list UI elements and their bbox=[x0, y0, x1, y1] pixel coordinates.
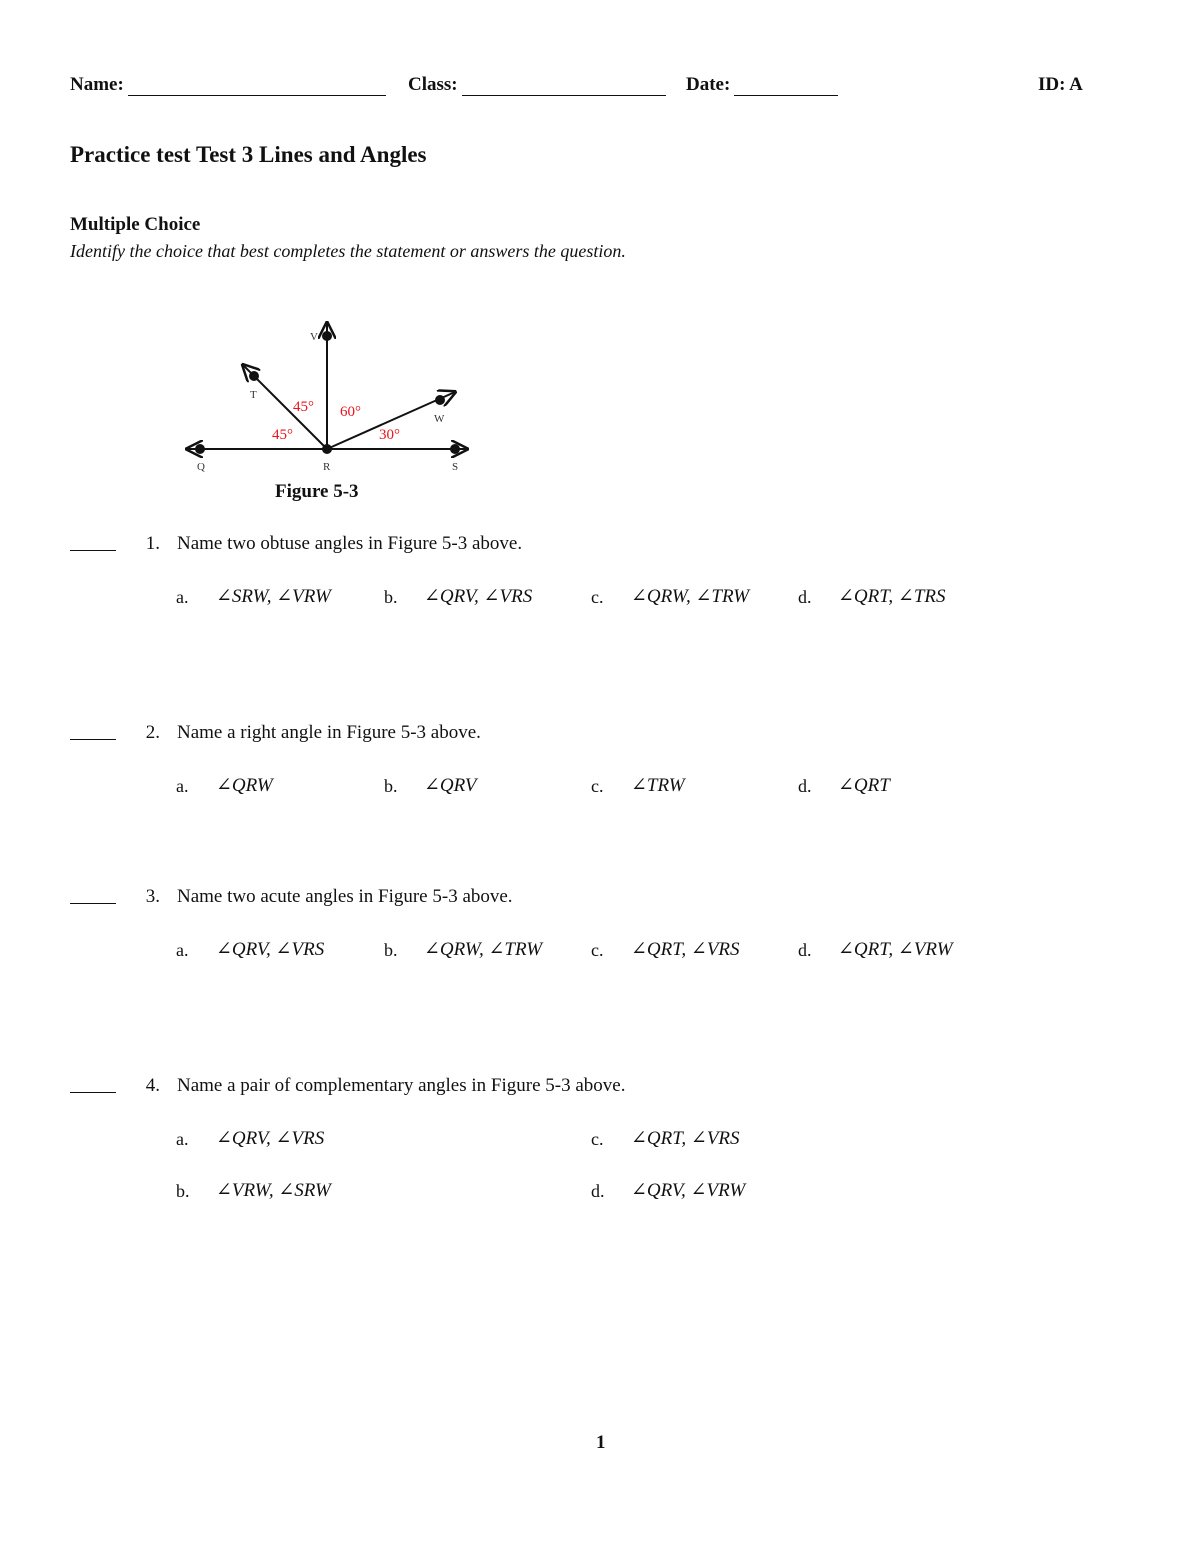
option-text[interactable]: ∠VRW, ∠SRW bbox=[216, 1180, 331, 1201]
angle-label-vrw: 60° bbox=[340, 404, 361, 420]
option-letter: b. bbox=[384, 940, 398, 960]
question-number: 4. bbox=[145, 1075, 160, 1096]
option-letter: c. bbox=[591, 776, 604, 796]
question-number: 2. bbox=[145, 722, 160, 743]
option-letter: a. bbox=[176, 776, 189, 796]
option-text[interactable]: ∠QRW bbox=[216, 775, 273, 796]
id-label: ID: A bbox=[1038, 74, 1083, 95]
option-letter: d. bbox=[591, 1181, 605, 1201]
option-text[interactable]: ∠QRT, ∠VRS bbox=[631, 1128, 740, 1149]
question-text: Name a pair of complementary angles in Figure 5-3 above. bbox=[177, 1075, 626, 1096]
page-title: Practice test Test 3 Lines and Angles bbox=[70, 142, 427, 167]
option-text[interactable]: ∠QRV, ∠VRS bbox=[216, 1128, 325, 1149]
option-letter: d. bbox=[798, 776, 812, 796]
answer-blank-3[interactable] bbox=[70, 903, 116, 904]
option-letter: b. bbox=[384, 776, 398, 796]
point-s bbox=[450, 444, 460, 454]
page-number: 1 bbox=[596, 1432, 606, 1453]
option-text[interactable]: ∠QRV bbox=[424, 775, 477, 796]
class-label: Class: bbox=[408, 74, 458, 95]
question-text: Name two obtuse angles in Figure 5-3 above. bbox=[177, 533, 523, 554]
point-q bbox=[195, 444, 205, 454]
option-letter: a. bbox=[176, 587, 189, 607]
option-text[interactable]: ∠QRV, ∠VRS bbox=[424, 586, 533, 607]
option-text[interactable]: ∠TRW bbox=[631, 775, 685, 796]
option-text[interactable]: ∠SRW, ∠VRW bbox=[216, 586, 331, 607]
angle-label-wrs: 30° bbox=[379, 427, 400, 443]
point-r bbox=[322, 444, 332, 454]
name-label: Name: bbox=[70, 74, 124, 95]
angle-label-trv: 45° bbox=[293, 399, 314, 415]
date-label: Date: bbox=[686, 74, 731, 95]
label-t: T bbox=[250, 389, 257, 401]
question-number: 3. bbox=[145, 886, 160, 907]
section-heading: Multiple Choice bbox=[70, 214, 201, 235]
label-w: W bbox=[434, 413, 445, 425]
label-s: S bbox=[452, 461, 459, 473]
label-r: R bbox=[323, 461, 331, 473]
question-number: 1. bbox=[145, 533, 160, 554]
option-letter: c. bbox=[591, 940, 604, 960]
label-v: V bbox=[310, 331, 318, 343]
option-text[interactable]: ∠QRT, ∠VRW bbox=[838, 939, 953, 960]
option-letter: a. bbox=[176, 940, 189, 960]
option-text[interactable]: ∠QRV, ∠VRW bbox=[631, 1180, 746, 1201]
option-letter: c. bbox=[591, 587, 604, 607]
point-v bbox=[322, 331, 332, 341]
section-instructions: Identify the choice that best completes the statement or answers the question. bbox=[70, 241, 626, 261]
question-text: Name a right angle in Figure 5-3 above. bbox=[177, 722, 481, 743]
point-t bbox=[249, 371, 259, 381]
answer-blank-4[interactable] bbox=[70, 1092, 116, 1093]
option-text[interactable]: ∠QRW, ∠TRW bbox=[631, 586, 750, 607]
option-text[interactable]: ∠QRV, ∠VRS bbox=[216, 939, 325, 960]
figure-5-3 bbox=[0, 0, 1200, 520]
figure-caption: Figure 5-3 bbox=[275, 481, 359, 502]
question-text: Name two acute angles in Figure 5-3 above. bbox=[177, 886, 513, 907]
option-text[interactable]: ∠QRW, ∠TRW bbox=[424, 939, 543, 960]
angle-label-qrt: 45° bbox=[272, 427, 293, 443]
answer-blank-1[interactable] bbox=[70, 550, 116, 551]
option-letter: d. bbox=[798, 587, 812, 607]
answer-blank-2[interactable] bbox=[70, 739, 116, 740]
point-w bbox=[435, 395, 445, 405]
option-text[interactable]: ∠QRT, ∠TRS bbox=[838, 586, 946, 607]
option-letter: b. bbox=[384, 587, 398, 607]
option-letter: d. bbox=[798, 940, 812, 960]
option-text[interactable]: ∠QRT bbox=[838, 775, 890, 796]
option-letter: b. bbox=[176, 1181, 190, 1201]
label-q: Q bbox=[197, 461, 205, 473]
option-letter: c. bbox=[591, 1129, 604, 1149]
option-text[interactable]: ∠QRT, ∠VRS bbox=[631, 939, 740, 960]
option-letter: a. bbox=[176, 1129, 189, 1149]
